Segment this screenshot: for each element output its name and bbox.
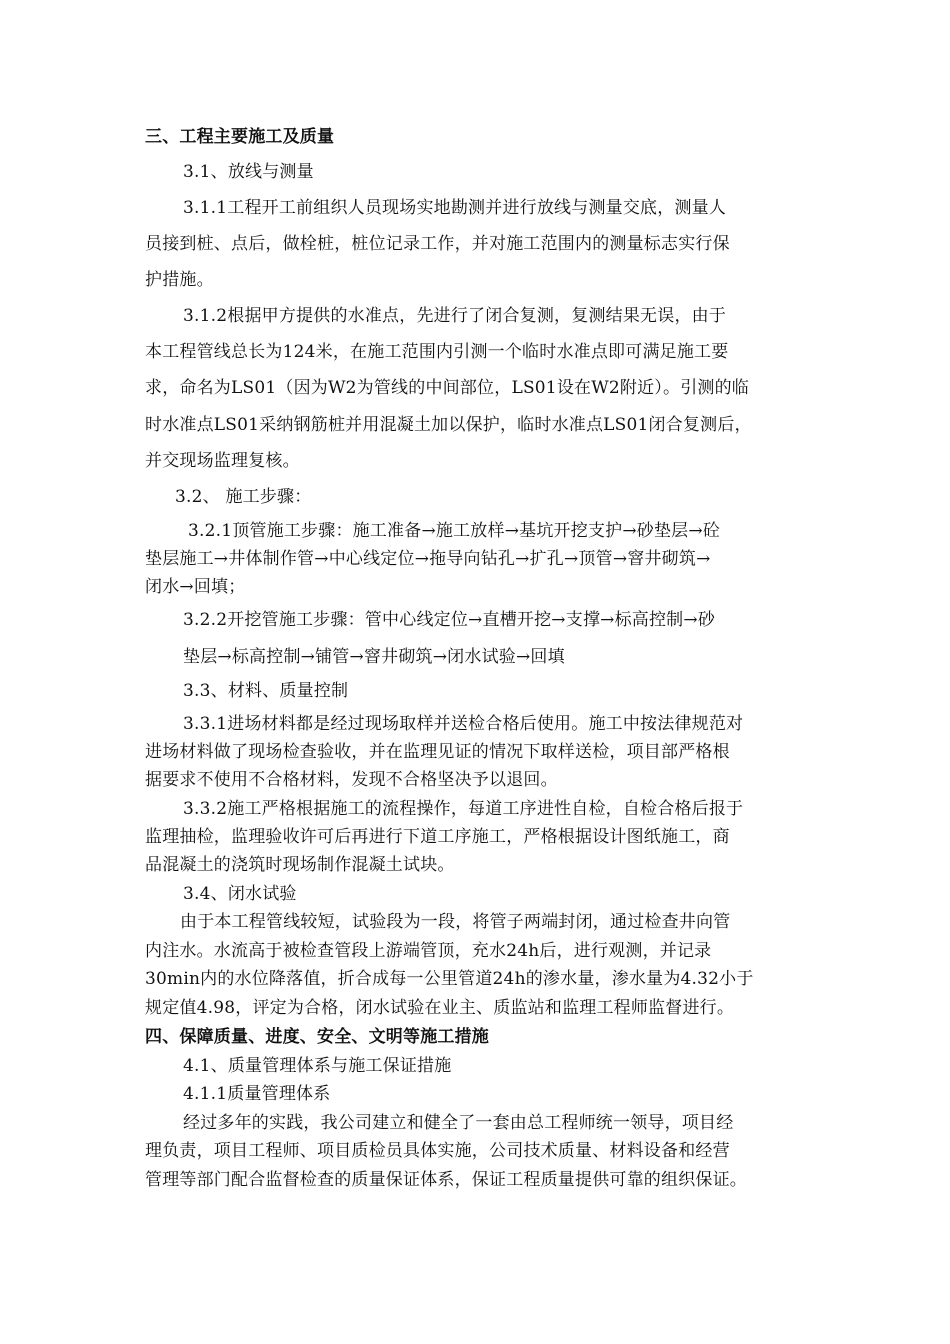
paragraph-line: 规定值4.98，评定为合格，闭水试验在业主、质监站和监理工程师监督进行。 bbox=[145, 998, 735, 1018]
paragraph-line: 本工程管线总长为124米，在施工范围内引测一个临时水准点即可满足施工要 bbox=[145, 342, 729, 362]
section-heading-4: 四、保障质量、进度、安全、文明等施工措施 bbox=[145, 1027, 489, 1047]
paragraph-line: 员接到桩、点后，做栓桩，桩位记录工作，并对施工范围内的测量标志实行保 bbox=[145, 234, 730, 254]
paragraph-line: 30min内的水位降落值，折合成每一公里管道24h的渗水量，渗水量为4.32小于 bbox=[145, 969, 754, 989]
paragraph-line: 求，命名为LS01（因为W2为管线的中间部位，LS01设在W2附近）。引测的临 bbox=[145, 378, 750, 398]
paragraph-line: 进场材料做了现场检查验收，并在监理见证的情况下取样送检，项目部严格根 bbox=[145, 742, 730, 762]
paragraph-line: 3.3.1进场材料都是经过现场取样并送检合格后使用。施工中按法律规范对 bbox=[183, 714, 744, 734]
paragraph-line: 据要求不使用不合格材料，发现不合格坚决予以退回。 bbox=[145, 770, 558, 790]
paragraph-line: 内注水。水流高于被检查管段上游端管顶，充水24h后，进行观测，并记录 bbox=[145, 941, 712, 961]
paragraph-line: 3.1.2根据甲方提供的水准点，先进行了闭合复测，复测结果无误，由于 bbox=[183, 306, 727, 326]
paragraph-line: 并交现场监理复核。 bbox=[145, 451, 300, 471]
subheading-4-1-1: 4.1.1质量管理体系 bbox=[183, 1084, 331, 1104]
paragraph-line: 3.2.2开挖管施工步骤：管中心线定位→直槽开挖→支撑→标高控制→砂 bbox=[183, 610, 716, 630]
paragraph-line: 管理等部门配合监督检查的质量保证体系，保证工程质量提供可靠的组织保证。 bbox=[145, 1170, 747, 1190]
paragraph-line: 理负责，项目工程师、项目质检员具体实施，公司技术质量、材料设备和经营 bbox=[145, 1141, 730, 1161]
paragraph-line: 监理抽检，监理验收许可后再进行下道工序施工，严格根据设计图纸施工，商 bbox=[145, 827, 730, 847]
paragraph-line: 3.2.1顶管施工步骤：施工准备→施工放样→基坑开挖支护→砂垫层→砼 bbox=[188, 521, 721, 541]
paragraph-line: 3.3.2施工严格根据施工的流程操作，每道工序进性自检，自检合格后报于 bbox=[183, 799, 744, 819]
subheading-4-1: 4.1、质量管理体系与施工保证措施 bbox=[183, 1056, 452, 1076]
paragraph-line: 垫层施工→井体制作管→中心线定位→拖导向钻孔→扩孔→顶管→窨井砌筑→ bbox=[145, 549, 711, 569]
subheading-3-2: 3.2、 施工步骤： bbox=[175, 487, 312, 507]
paragraph-line: 品混凝土的浇筑时现场制作混凝土试块。 bbox=[145, 855, 455, 875]
paragraph-line: 经过多年的实践，我公司建立和健全了一套由总工程师统一领导，项目经 bbox=[183, 1113, 734, 1133]
paragraph-line: 由于本工程管线较短，试验段为一段，将管子两端封闭，通过检查井向管 bbox=[180, 912, 731, 932]
subheading-3-4: 3.4、闭水试验 bbox=[183, 884, 297, 904]
section-heading-3: 三、工程主要施工及质量 bbox=[145, 127, 335, 147]
paragraph-line: 闭水→回填； bbox=[145, 577, 246, 597]
paragraph-line: 垫层→标高控制→铺管→窨井砌筑→闭水试验→回填 bbox=[183, 647, 565, 667]
paragraph-line: 3.1.1工程开工前组织人员现场实地勘测并进行放线与测量交底，测量人 bbox=[183, 198, 727, 218]
subheading-3-3: 3.3、材料、质量控制 bbox=[183, 681, 349, 701]
paragraph-line: 护措施。 bbox=[145, 270, 214, 290]
paragraph-line: 时水准点LS01采纳钢筋桩并用混凝土加以保护，临时水准点LS01闭合复测后， bbox=[145, 415, 752, 435]
subheading-3-1: 3.1、放线与测量 bbox=[183, 162, 314, 182]
